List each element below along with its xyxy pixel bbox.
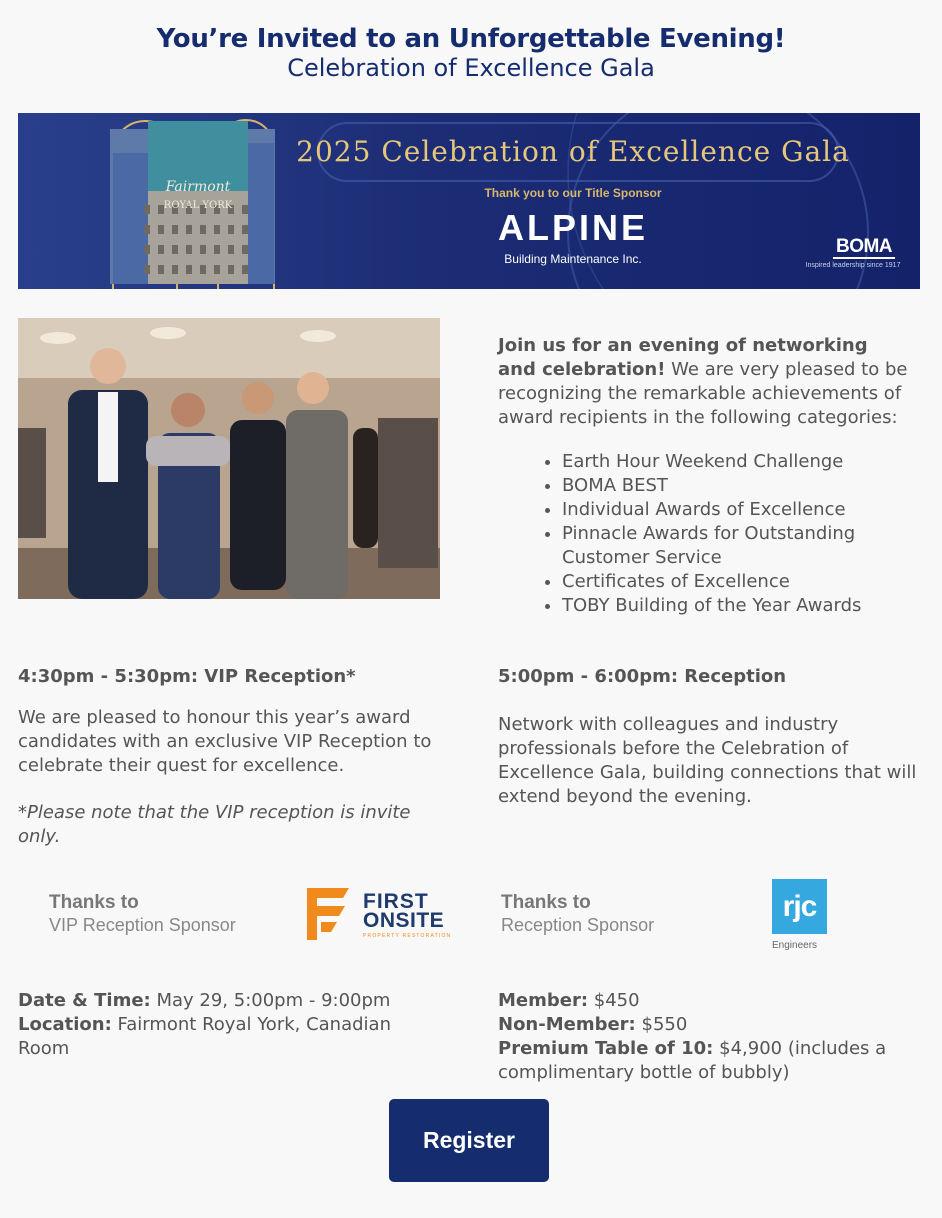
first-onsite-mark — [303, 888, 363, 942]
pricing-details — [498, 989, 918, 1085]
intro-body: We are very pleased to be recognizing the remarkable achievements of award recipients in the following categories: — [498, 359, 908, 428]
list-item: • TOBY Building of the Year Awards — [562, 594, 922, 618]
reception-sponsor-thanks — [501, 891, 654, 937]
premium-table-value: $4,900 (includes a complimentary bottle of bubbly) — [498, 1038, 887, 1083]
list-item: • Certificates of Excellence — [562, 570, 922, 594]
list-item: • Earth Hour Weekend Challenge — [562, 450, 922, 474]
register-button[interactable]: Register — [389, 1099, 549, 1182]
datetime-value: May 29, 5:00pm - 9:00pm — [150, 990, 391, 1011]
event-photo — [18, 318, 440, 599]
title-sponsor-subtitle: Building Maintenance Inc. — [504, 252, 642, 266]
title-sponsor-logo: ALPINE — [497, 207, 648, 248]
first-onsite-tagline: PROPERTY RESTORATION — [363, 933, 452, 939]
vip-sponsor-thanks-to: Thanks to — [49, 892, 139, 913]
list-item: • Individual Awards of Excellence — [562, 498, 922, 522]
event-details — [18, 989, 438, 1061]
first-onsite-word1: FIRST — [363, 890, 429, 913]
boma-tagline: Inspired leadership since 1917 — [805, 262, 901, 269]
member-price-label: Member: — [498, 990, 589, 1011]
group-photo-illustration — [18, 318, 440, 599]
event-banner — [18, 113, 920, 289]
hotel-sign-subtext: ROYAL YORK — [163, 200, 233, 211]
hotel-sign-text: Fairmont — [165, 179, 231, 195]
premium-table-label: Premium Table of 10: — [498, 1038, 714, 1059]
location-value: Fairmont Royal York, Canadian Room — [18, 1014, 391, 1059]
boma-logo: BOMA — [833, 237, 895, 259]
member-price-value: $450 — [588, 990, 640, 1011]
vip-reception-text: We are pleased to honour this year’s award candidates with an exclusive VIP Reception to celebrate their quest for excellence. — [18, 707, 432, 776]
intro-paragraph — [498, 334, 908, 430]
vip-sponsor-label: VIP Reception Sponsor — [49, 915, 236, 935]
hotel-illustration — [110, 121, 275, 284]
list-item: • BOMA BEST — [562, 474, 922, 498]
header — [0, 0, 942, 82]
nonmember-price-label: Non-Member: — [498, 1014, 636, 1035]
reception-heading: 5:00pm - 6:00pm: Reception — [498, 666, 787, 687]
banner-thanks-text: Thank you to our Title Sponsor — [484, 186, 662, 200]
reception-sponsor-thanks-to: Thanks to — [501, 892, 591, 913]
vip-reception-note: *Please note that the VIP reception is invite only. — [18, 802, 411, 847]
vip-reception-heading: 4:30pm - 5:30pm: VIP Reception* — [18, 666, 356, 687]
nonmember-price-value: $550 — [635, 1014, 688, 1035]
banner-title: 2025 Celebration of Excellence Gala — [296, 135, 850, 168]
list-item: • Pinnacle Awards for Outstanding Customer Service — [562, 522, 922, 570]
rjc-logo-subtitle: Engineers — [772, 940, 818, 951]
rjc-logo: rjc — [772, 879, 827, 934]
reception-sponsor-label: Reception Sponsor — [501, 915, 655, 935]
location-label: Location: — [18, 1014, 112, 1035]
intro-lead: Join us for an evening of networking and celebration! — [498, 335, 868, 380]
datetime-label: Date & Time: — [18, 990, 151, 1011]
page-subtitle: Celebration of Excellence Gala — [287, 54, 655, 82]
page-title: You’re Invited to an Unforgettable Evening! — [156, 24, 786, 54]
award-categories-list — [544, 450, 922, 618]
first-onsite-word2: ONSITE — [363, 909, 445, 932]
vip-sponsor-thanks — [49, 891, 236, 937]
reception-text: Network with colleagues and industry professionals before the Celebration of Excellence Gala, building connections that will extend beyond the evening. — [498, 714, 917, 807]
